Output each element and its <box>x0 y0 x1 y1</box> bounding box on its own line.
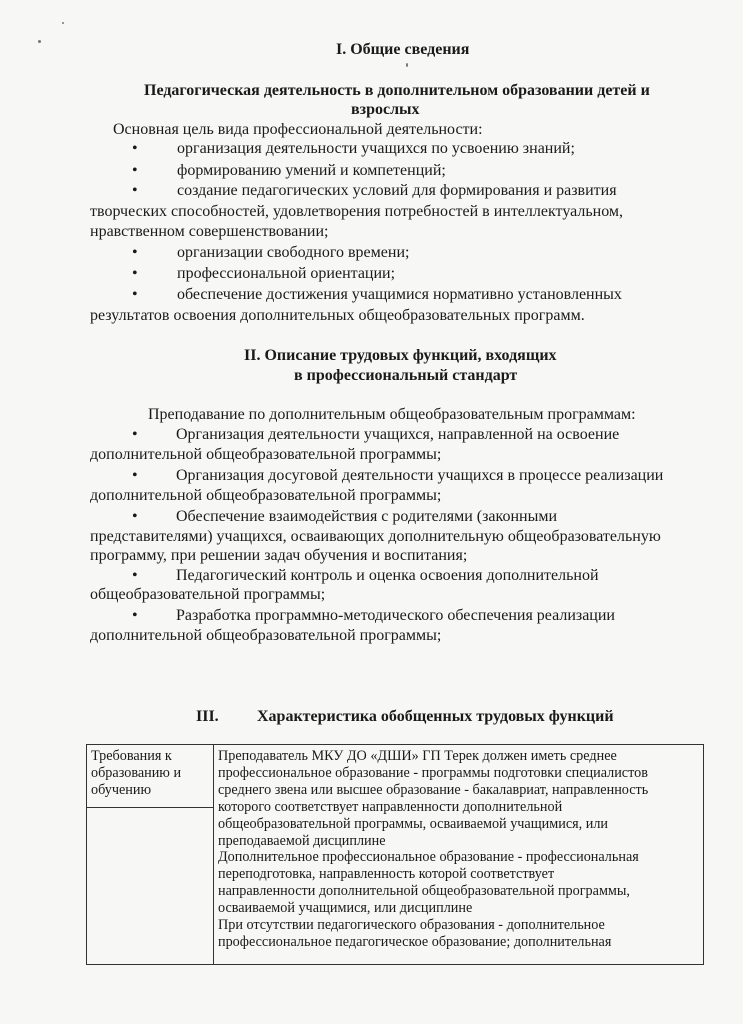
function-item-continued: программу, при решении задач обучения и воспитания; <box>90 547 468 564</box>
requirement-label-cell <box>87 745 214 808</box>
function-item: Организация досуговой деятельности учащихся в процессе реализации <box>176 467 664 484</box>
requirement-label-line: образованию и <box>91 764 182 781</box>
function-item: Педагогический контроль и оценка освоения дополнительной <box>176 567 599 584</box>
function-item-continued: дополнительной общеобразовательной программы; <box>90 487 442 504</box>
scan-speck <box>62 22 64 24</box>
bullet-icon: • <box>132 508 138 525</box>
requirement-text-line: Дополнительное профессиональное образование - профессиональная <box>218 849 639 866</box>
section-3-numeral: III. <box>196 708 219 725</box>
bullet-icon: • <box>132 265 138 282</box>
requirement-label-line: Требования к <box>91 748 172 764</box>
bullet-icon: • <box>132 607 138 624</box>
function-item-continued: общеобразовательной программы; <box>90 586 326 603</box>
bullet-icon: • <box>132 162 138 179</box>
function-item-continued: представителями) учащихся, осваивающих дополнительную общеобразовательную <box>90 528 661 545</box>
bullet-icon: • <box>132 426 138 443</box>
bullet-icon: • <box>132 286 138 303</box>
empty-label-cell <box>87 808 214 965</box>
function-item: Обеспечение взаимодействия с родителями (законными <box>176 508 558 525</box>
requirement-text-line: среднего звена или высшее образование - бакалавриат, направленность <box>218 781 649 798</box>
section-1-subtitle-line-1: Педагогическая деятельность в дополнительном образовании детей и <box>144 82 650 99</box>
function-item-continued: дополнительной общеобразовательной программы; <box>90 627 442 644</box>
requirement-text-line: профессиональное педагогическое образование; дополнительная <box>218 933 612 950</box>
goal-item: организации свободного времени; <box>177 244 410 261</box>
bullet-icon: • <box>132 467 138 484</box>
goal-intro: Основная цель вида профессиональной деятельности: <box>113 121 483 138</box>
bullet-icon: • <box>132 140 138 157</box>
requirement-content-cell <box>214 745 704 965</box>
section-3-title: Характеристика обобщенных трудовых функций <box>257 708 614 725</box>
bullet-icon: • <box>132 182 138 199</box>
requirement-text-line: профессиональное образование - программы подготовки специалистов <box>218 764 648 781</box>
goal-item: формированию умений и компетенций; <box>177 162 446 179</box>
goal-item: создание педагогических условий для формирования и развития <box>177 182 617 199</box>
goal-item: обеспечение достижения учащимися нормативно установленных <box>177 286 622 303</box>
requirement-label-line: обучению <box>91 781 152 798</box>
section-1-title: I. Общие сведения <box>336 41 470 58</box>
goal-item: организация деятельности учащихся по усвоению знаний; <box>177 140 575 157</box>
section-2-title-line-1: II. Описание трудовых функций, входящих <box>244 347 557 364</box>
section-1-subtitle-line-2: взрослых <box>351 101 420 118</box>
requirement-text-line: Преподаватель МКУ ДО «ДШИ» ГП Терек должен иметь среднее <box>218 748 617 764</box>
requirement-text-line: общеобразовательной программы, осваиваемой учащимися, или <box>218 815 608 832</box>
goal-item-continued: творческих способностей, удовлетворения потребностей в интеллектуальном, <box>90 203 624 220</box>
teaching-intro: Преподавание по дополнительным общеобразовательным программам: <box>148 406 636 423</box>
section-2-title-line-2: в профессиональный стандарт <box>294 367 518 384</box>
requirement-text-line: которого соответствует направленности дополнительной <box>218 798 563 815</box>
goal-item: профессиональной ориентации; <box>177 265 396 282</box>
function-item: Разработка программно-методического обеспечения реализации <box>176 607 615 624</box>
table-row <box>87 745 704 808</box>
requirement-text-line: переподготовка, направленность которой соответствует <box>218 866 555 883</box>
scan-speck <box>406 63 408 67</box>
requirement-text-line: преподаваемой дисциплине <box>218 832 386 849</box>
scan-speck <box>38 40 41 43</box>
requirements-table <box>86 744 704 965</box>
function-item: Организация деятельности учащихся, направленной на освоение <box>176 426 620 443</box>
goal-item-continued: нравственном совершенствовании; <box>90 223 329 240</box>
bullet-icon: • <box>132 244 138 261</box>
requirement-text-line: направленности дополнительной общеобразовательной программы, <box>218 883 630 900</box>
bullet-icon: • <box>132 567 138 584</box>
requirement-text-line: При отсутствии педагогического образования - дополнительное <box>218 917 605 934</box>
requirement-text-line: осваиваемой учащимися, или дисциплине <box>218 900 473 917</box>
function-item-continued: дополнительной общеобразовательной программы; <box>90 446 442 463</box>
goal-item-continued: результатов освоения дополнительных общеобразовательных программ. <box>90 307 585 324</box>
